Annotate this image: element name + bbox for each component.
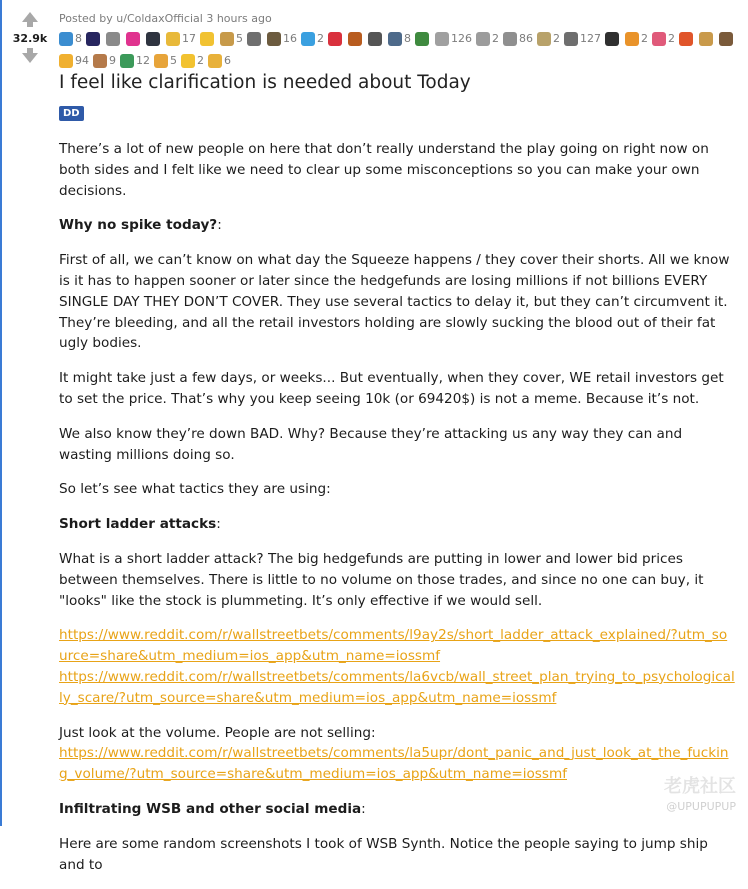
award-count: 5 bbox=[170, 54, 177, 67]
smile-award-icon bbox=[181, 54, 195, 68]
award-count: 86 bbox=[519, 32, 533, 45]
helper-award-icon bbox=[120, 54, 134, 68]
award-count: 8 bbox=[75, 32, 82, 45]
doge-award-icon bbox=[699, 32, 713, 46]
award-badge[interactable] bbox=[247, 32, 263, 46]
dog-award-icon bbox=[93, 54, 107, 68]
award-badge[interactable] bbox=[106, 32, 122, 46]
paragraph: Here are some random screenshots I took of WSB Synth. Notice the people saying to jump ship and to bbox=[59, 835, 708, 873]
post-time: 3 hours ago bbox=[206, 12, 272, 25]
links-block bbox=[59, 625, 735, 708]
heading-line bbox=[59, 215, 735, 236]
heading-colon: : bbox=[216, 516, 221, 533]
award-badge[interactable] bbox=[154, 51, 177, 71]
award-badge[interactable] bbox=[120, 51, 150, 71]
award-count: 94 bbox=[75, 54, 89, 67]
award-count: 2 bbox=[668, 32, 675, 45]
award-badge[interactable] bbox=[652, 29, 675, 49]
hug-award-icon bbox=[435, 32, 449, 46]
award-count: 126 bbox=[451, 32, 472, 45]
post-flair[interactable]: DD bbox=[59, 106, 84, 121]
bell-award-icon bbox=[208, 54, 222, 68]
award-count: 2 bbox=[641, 32, 648, 45]
heading-line bbox=[59, 514, 735, 535]
award-badge[interactable] bbox=[146, 32, 162, 46]
award-badge[interactable] bbox=[220, 29, 243, 49]
watermark-sub: @UPUPUPUP bbox=[666, 800, 736, 813]
paragraph-text: Just look at the volume. People are not selling: bbox=[59, 724, 376, 741]
post-meta bbox=[59, 9, 738, 71]
downvote-arrow-icon[interactable] bbox=[19, 45, 41, 67]
reddit-link[interactable]: https://www.reddit.com/r/wallstreetbets/comments/la5upr/dont_panic_and_just_look_at_the_fucking_volume/?utm_source=share&utm_medium=ios_app&utm_name=iossmf bbox=[59, 745, 729, 783]
post-body bbox=[59, 139, 735, 889]
paragraph: We also know they’re down BAD. Why? Because they’re attacking us any way they can and wasting millions doing so. bbox=[59, 425, 683, 463]
award-badge[interactable] bbox=[719, 32, 735, 46]
award-badge[interactable] bbox=[679, 32, 695, 46]
cat-award-icon bbox=[625, 32, 639, 46]
award-badge[interactable] bbox=[368, 32, 384, 46]
posted-by-label: Posted by bbox=[59, 12, 113, 25]
award-badge[interactable] bbox=[537, 29, 560, 49]
fire-award-icon bbox=[679, 32, 693, 46]
wholesome-award-icon bbox=[154, 54, 168, 68]
award-badge[interactable] bbox=[388, 29, 411, 49]
paragraph: There’s a lot of new people on here that don’t really understand the play going on right now on both sides and I felt like we need to clear up some misconceptions so you can make your own decisions. bbox=[59, 141, 709, 199]
paragraph: First of all, we can’t know on what day the Squeeze happens / they cover their shorts. All we know is it has to happen sooner or later since the hedgefunds are losing millions if not billions EVERY SINGLE DAY THEY DON’T COVER. They use several tactics to delay it, but they can’t circumvent it. They’re bleeding, and all the retail investors holding are slowly sucking the blood out of their fat ugly bodies. bbox=[59, 252, 730, 352]
award-badge[interactable] bbox=[166, 29, 196, 49]
award-badge[interactable] bbox=[328, 32, 344, 46]
post-title[interactable]: I feel like clarification is needed about Today bbox=[59, 72, 471, 93]
hands-award-icon bbox=[220, 32, 234, 46]
vote-score: 32.9k bbox=[12, 32, 48, 45]
paragraph: What is a short ladder attack? The big hedgefunds are putting in lower and lower bid prices between themselves. There is little to no volume on those trades, and since no one can buy, it "looks" like the stock is plummeting. It’s only effective if we would sell. bbox=[59, 550, 704, 609]
award-count: 9 bbox=[109, 54, 116, 67]
award-badge[interactable] bbox=[208, 51, 231, 71]
award-badge[interactable] bbox=[435, 29, 472, 49]
heart-award-icon bbox=[328, 32, 342, 46]
heading-colon: : bbox=[217, 217, 222, 234]
award-badge[interactable] bbox=[699, 32, 715, 46]
award-count: 6 bbox=[224, 54, 231, 67]
rocket-award-icon bbox=[146, 32, 160, 46]
award-count: 127 bbox=[580, 32, 601, 45]
love-award-icon bbox=[652, 32, 666, 46]
watermark bbox=[664, 772, 736, 813]
galaxy-award-icon bbox=[86, 32, 100, 46]
astronaut-award-icon bbox=[388, 32, 402, 46]
stonks-award-icon bbox=[267, 32, 281, 46]
picture-award-icon bbox=[605, 32, 619, 46]
wave-award-icon bbox=[247, 32, 261, 46]
award-count: 2 bbox=[197, 54, 204, 67]
award-count: 17 bbox=[182, 32, 196, 45]
award-badge[interactable] bbox=[86, 32, 102, 46]
awards-row bbox=[59, 29, 739, 71]
reddit-link[interactable]: https://www.reddit.com/r/wallstreetbets/comments/l9ay2s/short_ladder_attack_explained/?utm_source=share&utm_medium=ios_app&utm_name=iossmf bbox=[59, 627, 728, 665]
paragraph: It might take just a few days, or weeks... But eventually, when they cover, WE retail investors get to set the price. That’s why you keep seeing 10k (or 69420$) is not a meme. Because it’s not. bbox=[59, 370, 724, 407]
award-badge[interactable] bbox=[59, 29, 82, 49]
diamond-award-icon bbox=[301, 32, 315, 46]
award-badge[interactable] bbox=[564, 29, 601, 49]
posted-by-line bbox=[59, 9, 738, 29]
paragraph-with-link bbox=[59, 723, 735, 785]
award-badge[interactable] bbox=[59, 51, 89, 71]
award-count: 2 bbox=[492, 32, 499, 45]
grin-award-icon bbox=[59, 54, 73, 68]
vote-column bbox=[10, 8, 50, 67]
moon-award-icon bbox=[106, 32, 120, 46]
award-count: 12 bbox=[136, 54, 150, 67]
face-award-icon bbox=[166, 32, 180, 46]
section-heading: Infiltrating WSB and other social media bbox=[59, 800, 362, 817]
paragraph: So let’s see what tactics they are using: bbox=[59, 481, 331, 498]
award-badge[interactable] bbox=[267, 29, 297, 49]
award-count: 2 bbox=[553, 32, 560, 45]
watermark-main: 老虎社区 bbox=[664, 776, 736, 797]
award-badge[interactable] bbox=[625, 29, 648, 49]
award-badge[interactable] bbox=[605, 32, 621, 46]
award-count: 8 bbox=[404, 32, 411, 45]
laugh-award-icon bbox=[503, 32, 517, 46]
reddit-link[interactable]: https://www.reddit.com/r/wallstreetbets/comments/la6vcb/wall_street_plan_trying_to_psychologically_scare/?utm_source=share&utm_medium=ios_app&utm_name=iossmf bbox=[59, 668, 735, 706]
plant-award-icon bbox=[415, 32, 429, 46]
tiger-award-icon bbox=[348, 32, 362, 46]
award-badge[interactable] bbox=[415, 32, 431, 46]
section-heading: Why no spike today? bbox=[59, 217, 218, 234]
heading-line bbox=[59, 799, 735, 820]
award-badge[interactable] bbox=[476, 29, 499, 49]
praise-award-icon bbox=[476, 32, 490, 46]
award-badge[interactable] bbox=[200, 32, 216, 46]
ape-award-icon bbox=[719, 32, 733, 46]
panda-award-icon bbox=[368, 32, 382, 46]
author-link[interactable]: u/ColdaxOfficial bbox=[116, 12, 203, 25]
globe-award-icon bbox=[59, 32, 73, 46]
award-count: 2 bbox=[317, 32, 324, 45]
upvote-arrow-icon[interactable] bbox=[19, 8, 41, 30]
award-badge[interactable] bbox=[301, 29, 324, 49]
section-heading: Short ladder attacks bbox=[59, 516, 217, 533]
award-badge[interactable] bbox=[503, 29, 533, 49]
award-count: 16 bbox=[283, 32, 297, 45]
heading-colon: : bbox=[361, 800, 366, 817]
award-count: 5 bbox=[236, 32, 243, 45]
clap-award-icon bbox=[200, 32, 214, 46]
gold-hands-award-icon bbox=[537, 32, 551, 46]
award-badge[interactable] bbox=[348, 32, 364, 46]
award-badge[interactable] bbox=[93, 51, 116, 71]
coin-award-icon bbox=[564, 32, 578, 46]
rainbow-award-icon bbox=[126, 32, 140, 46]
award-badge[interactable] bbox=[181, 51, 204, 71]
award-badge[interactable] bbox=[126, 32, 142, 46]
